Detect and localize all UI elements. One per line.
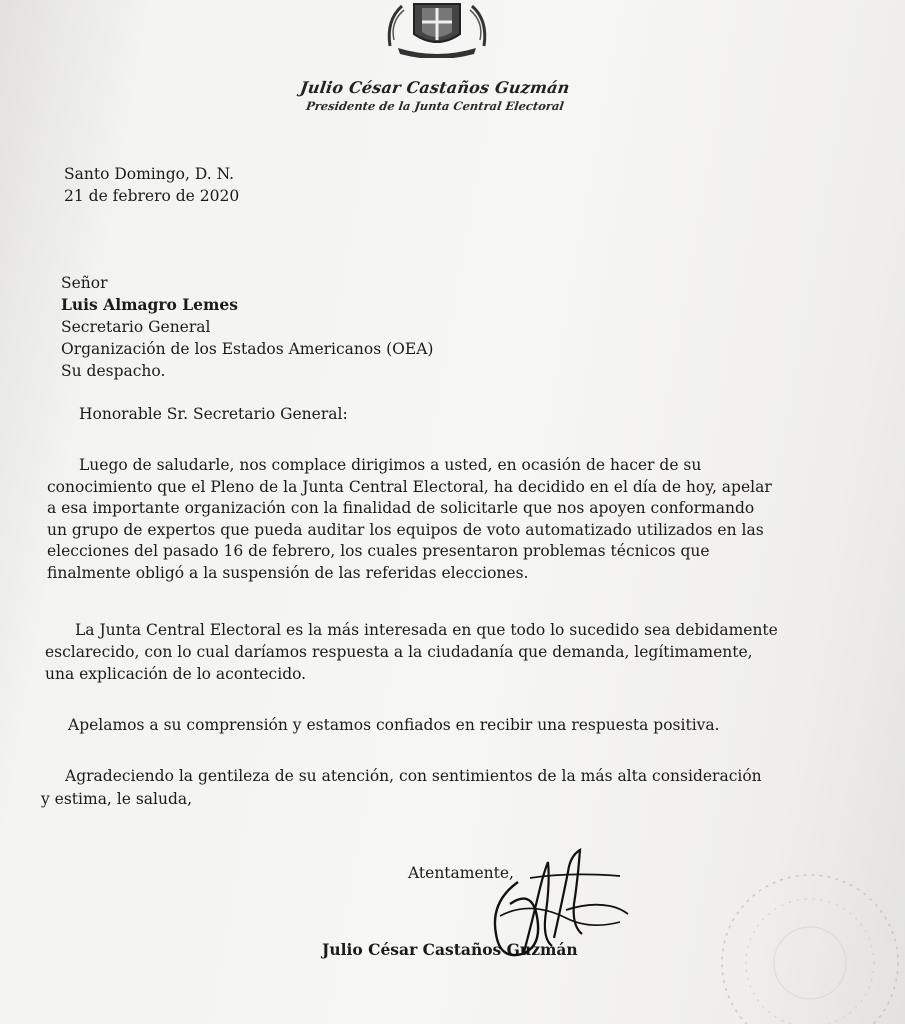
recipient-name: Luis Almagro Lemes bbox=[61, 295, 239, 314]
date: 21 de febrero de 2020 bbox=[64, 186, 240, 205]
paragraph-2-line: esclarecido, con lo cual daríamos respuesta a la ciudadanía que demanda, legítimamente, bbox=[45, 643, 753, 661]
paragraph-1-line: finalmente obligó a la suspensión de las referidas elecciones. bbox=[47, 563, 529, 582]
recipient-organization: Organización de los Estados Americanos (OEA) bbox=[61, 340, 434, 358]
paragraph-1 bbox=[47, 455, 849, 585]
signer-name: Julio César Castaños Guzmán bbox=[322, 940, 578, 959]
place: Santo Domingo, D. N. bbox=[64, 165, 235, 183]
paragraph-1-line: conocimiento que el Pleno de la Junta Central Electoral, ha decidido en el día de hoy, apelar bbox=[47, 477, 772, 496]
coat-of-arms-icon bbox=[384, 0, 490, 58]
closing: Atentamente, bbox=[408, 864, 514, 882]
recipient-salutation: Señor bbox=[61, 274, 108, 292]
paragraph-1-line: a esa importante organización con la finalidad de solicitarle que nos apoyen conformando bbox=[47, 499, 755, 518]
recipient-position: Secretario General bbox=[61, 318, 211, 336]
embossed-seal-stamp bbox=[690, 858, 905, 1024]
handwritten-signature bbox=[470, 842, 640, 977]
letterhead-name: Julio César Castaños Guzmán bbox=[298, 78, 572, 97]
recipient-block bbox=[61, 272, 433, 382]
letterhead bbox=[300, 78, 570, 113]
paragraph-1-line: Luego de saludarle, nos complace dirigimos a usted, en ocasión de hacer de su bbox=[79, 456, 702, 474]
paragraph-1-line: elecciones del pasado 16 de febrero, los cuales presentaron problemas técnicos que bbox=[47, 542, 710, 561]
paragraph-3: Apelamos a su comprensión y estamos confiados en recibir una respuesta positiva. bbox=[68, 716, 720, 734]
paragraph-2-line: La Junta Central Electoral es la más interesada en que todo lo sucedido sea debidamente bbox=[75, 621, 778, 639]
paragraph-1-line: un grupo de expertos que pueda auditar los equipos de voto automatizado utilizados en las bbox=[47, 520, 764, 539]
paragraph-2-line: una explicación de lo acontecido. bbox=[45, 665, 307, 683]
place-date bbox=[64, 164, 239, 207]
paragraph-4-line: y estima, le saluda, bbox=[41, 790, 193, 808]
paragraph-2 bbox=[45, 619, 847, 685]
recipient-office: Su despacho. bbox=[61, 362, 166, 380]
greeting: Honorable Sr. Secretario General: bbox=[79, 405, 348, 423]
letterhead-title: Presidente de la Junta Central Electoral bbox=[305, 99, 565, 113]
paragraph-4-line: Agradeciendo la gentileza de su atención, con sentimientos de la más alta consideración bbox=[65, 767, 762, 785]
paragraph-4 bbox=[41, 765, 843, 811]
